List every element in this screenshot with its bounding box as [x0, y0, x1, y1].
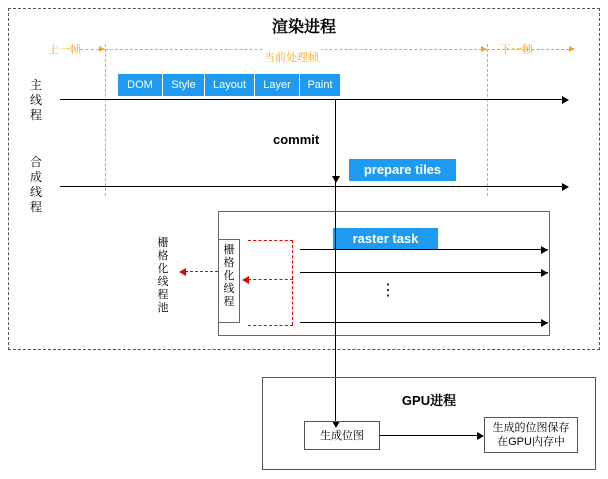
- compositor-thread-label: [28, 155, 44, 215]
- main-thread-timeline-arrow: [562, 96, 569, 104]
- raster-worker-arrow-2: [541, 269, 548, 277]
- raster-thread-label-char-2: 化: [223, 270, 235, 282]
- raster-red-arrow-mid: [242, 276, 249, 284]
- gpu-process-title: GPU进程: [401, 393, 457, 408]
- raster-red-connector-vertical: [292, 240, 293, 325]
- gpu-nodes-connector-arrow: [477, 432, 484, 440]
- commit-arrow-head: [332, 176, 340, 183]
- stage-dom[interactable]: DOM: [118, 74, 163, 96]
- raster-pool-label-char-0: 栅: [157, 237, 169, 249]
- compositor-thread-label-char-0: 合: [29, 155, 42, 169]
- raster-thread-label-char-4: 程: [223, 296, 235, 308]
- raster-pool-label-char-5: 池: [157, 302, 169, 314]
- raster-pool-label-char-3: 线: [157, 276, 169, 288]
- compositor-thread-label-char-1: 成: [29, 170, 42, 184]
- label-next-frame: 下一帧: [500, 44, 533, 56]
- stage-layout[interactable]: Layout: [205, 74, 255, 96]
- raster-thread-pool-label: [155, 237, 171, 315]
- main-thread-label: [28, 78, 44, 123]
- raster-red-connector-bottom: [248, 325, 293, 326]
- gpu-node-store-bitmap[interactable]: [484, 417, 578, 453]
- raster-pool-red-line: [185, 271, 218, 272]
- raster-thread-label-char-3: 线: [223, 283, 235, 295]
- frame-span-arrow-left: [99, 46, 105, 52]
- compositor-thread-timeline: [60, 186, 563, 187]
- stage-paint[interactable]: Paint: [300, 74, 340, 96]
- commit-arrow-line: [335, 100, 336, 178]
- main-thread-label-char-0: 主: [29, 78, 42, 92]
- raster-worker-ellipsis: ⋮: [380, 282, 396, 299]
- raster-pool-red-arrow: [179, 268, 186, 276]
- main-thread-label-char-2: 程: [29, 108, 42, 122]
- raster-worker-arrow-3: [541, 319, 548, 327]
- compositor-thread-label-char-3: 程: [29, 200, 42, 214]
- gpu-node-store-line1: 生成的位图保存: [492, 422, 570, 434]
- stage-style[interactable]: Style: [163, 74, 205, 96]
- label-current-frame: 当前处理帧: [262, 49, 321, 65]
- frame-span-arrow-current: [481, 46, 487, 52]
- stage-layer[interactable]: Layer: [255, 74, 300, 96]
- raster-thread-label-char-1: 格: [223, 257, 235, 269]
- raster-task-box[interactable]: raster task: [333, 228, 438, 249]
- raster-worker-line-2: [300, 272, 548, 273]
- main-thread-label-char-1: 线: [29, 93, 42, 107]
- gpu-node-store-line2: 在GPU内存中: [497, 436, 565, 448]
- renderer-process-title: 渲染进程: [271, 19, 336, 36]
- raster-pool-label-char-2: 化: [157, 263, 169, 275]
- raster-worker-line-1: [300, 249, 548, 250]
- frame-span-arrow-right: [569, 46, 575, 52]
- raster-red-connector-mid: [248, 279, 293, 280]
- prepare-tiles-box[interactable]: prepare tiles: [349, 159, 456, 181]
- compositor-thread-label-char-2: 线: [29, 185, 42, 199]
- raster-thread-label-char-0: 栅: [223, 244, 235, 256]
- raster-pool-label-char-1: 格: [157, 250, 169, 262]
- frame-boundary-right: [487, 44, 488, 196]
- frame-boundary-left: [105, 44, 106, 196]
- raster-worker-arrow-1: [541, 246, 548, 254]
- raster-pool-label-char-4: 程: [157, 289, 169, 301]
- raster-thread-label: [218, 244, 240, 309]
- commit-label: commit: [273, 132, 320, 147]
- raster-worker-line-3: [300, 322, 548, 323]
- main-thread-timeline: [60, 99, 563, 100]
- gpu-nodes-connector: [380, 435, 478, 436]
- gpu-node-generate-bitmap[interactable]: 生成位图: [304, 421, 380, 450]
- label-previous-frame: 上一帧: [48, 44, 81, 56]
- compositor-thread-timeline-arrow: [562, 183, 569, 191]
- raster-red-connector-top: [248, 240, 293, 241]
